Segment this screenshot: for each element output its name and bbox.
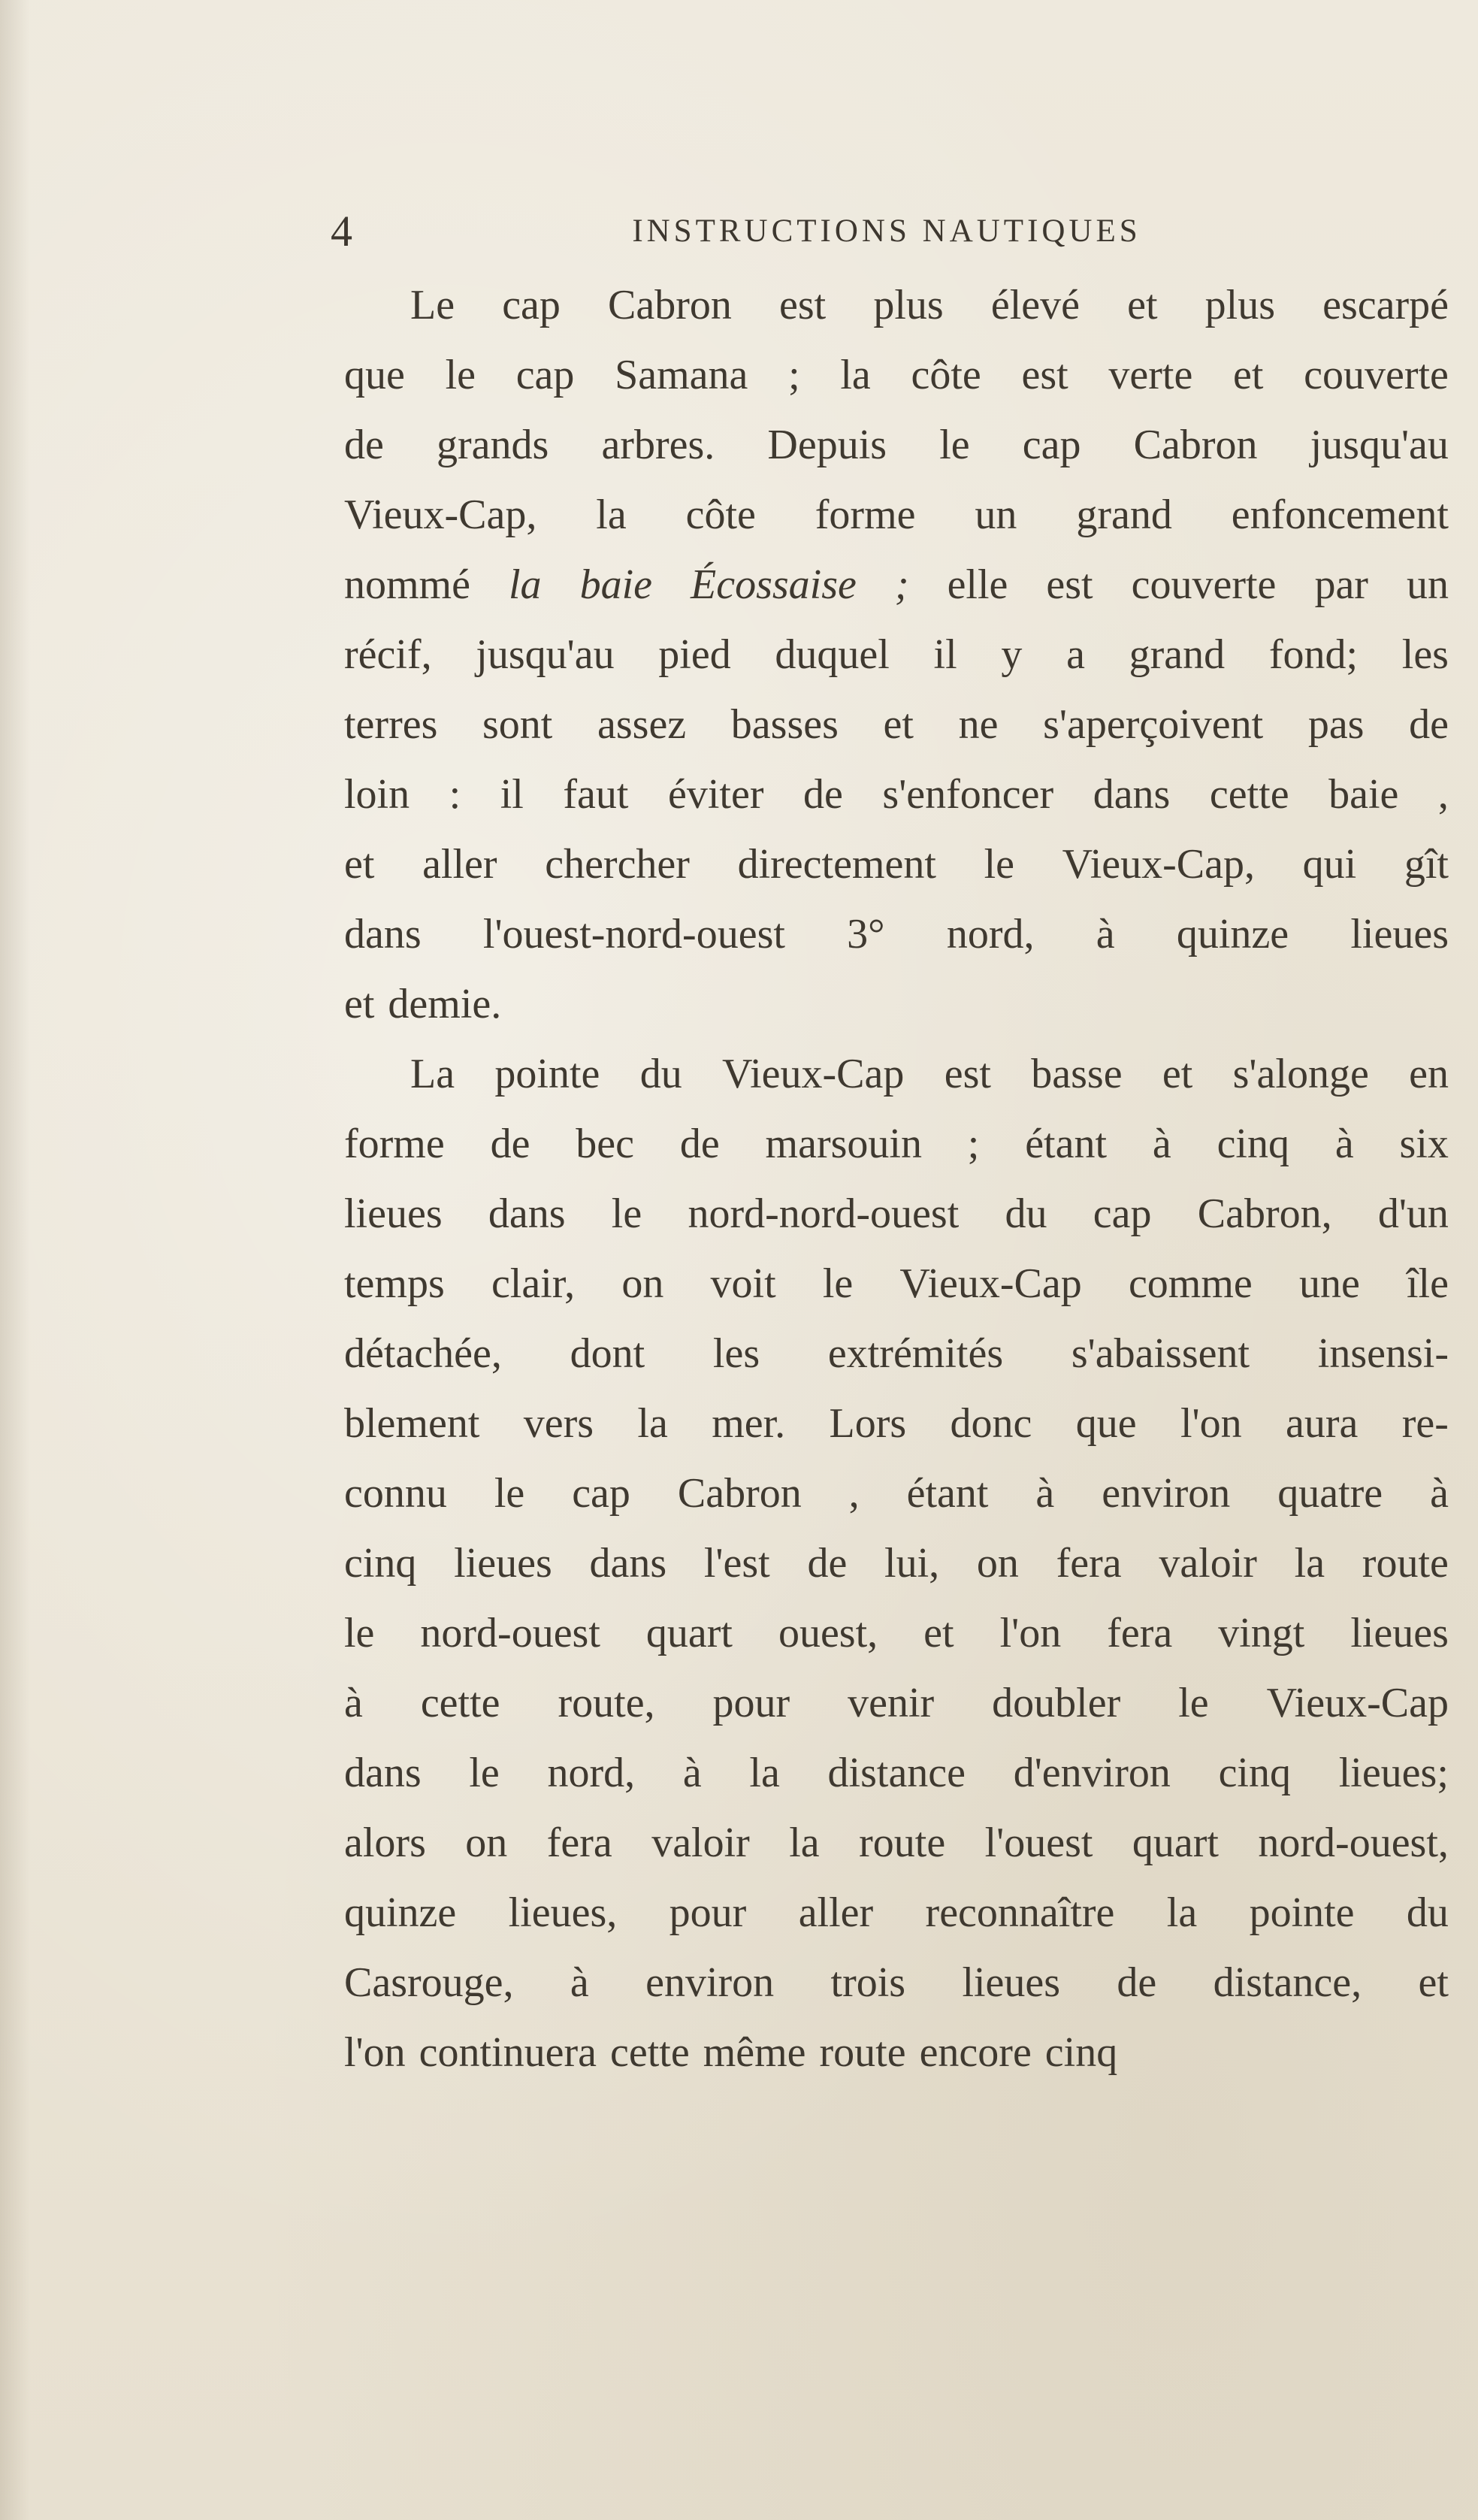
- word: du: [639, 1051, 682, 1097]
- word: environ: [645, 1959, 775, 2006]
- word: une: [1298, 1260, 1360, 1307]
- word: à: [570, 1959, 589, 2006]
- word: faut: [563, 771, 629, 818]
- word: qui: [1302, 841, 1357, 888]
- word: cap: [1093, 1190, 1152, 1237]
- word: l'on: [344, 2029, 406, 2076]
- word: lieues,: [508, 1889, 618, 1936]
- word: la: [637, 1400, 668, 1447]
- word: extrémités: [827, 1330, 1004, 1377]
- word: Le: [410, 282, 455, 328]
- word: Vieux-Cap: [899, 1260, 1082, 1307]
- word: l'on: [999, 1610, 1062, 1656]
- word: dans: [488, 1190, 566, 1237]
- word: insensi-: [1317, 1330, 1449, 1377]
- word: de: [490, 1121, 530, 1167]
- word: enfoncement: [1231, 492, 1449, 538]
- word: à: [1430, 1470, 1449, 1517]
- word: La: [410, 1051, 455, 1097]
- word: dans: [344, 1750, 422, 1796]
- word: nommé: [344, 561, 470, 608]
- word: aller: [798, 1889, 874, 1936]
- word: route: [1362, 1540, 1449, 1587]
- word: lieues: [1350, 911, 1449, 957]
- text-line: [344, 340, 1449, 410]
- word: 3°: [847, 911, 885, 957]
- word: quart: [1132, 1820, 1219, 1866]
- word: ;: [967, 1121, 980, 1167]
- word: distance: [827, 1750, 966, 1796]
- word: le: [445, 352, 476, 398]
- word: nord-ouest: [420, 1610, 600, 1656]
- text-line: [344, 900, 1449, 970]
- word: nord,: [946, 911, 1035, 957]
- word: on: [976, 1540, 1019, 1587]
- text-line: [344, 2018, 1449, 2088]
- text-line: [344, 1599, 1449, 1668]
- word: cinq: [1217, 1121, 1289, 1167]
- word: route: [859, 1820, 946, 1866]
- word: l'ouest: [984, 1820, 1093, 1866]
- word: côte: [911, 352, 981, 398]
- word: à: [1096, 911, 1115, 957]
- text-line: [344, 1249, 1449, 1319]
- word: la: [789, 1820, 820, 1866]
- word: en: [1409, 1051, 1449, 1097]
- word: lieues;: [1338, 1750, 1449, 1796]
- italic-word: baie: [579, 561, 652, 608]
- word: est: [1021, 352, 1068, 398]
- word: lieues: [962, 1959, 1061, 2006]
- word: à: [1035, 1470, 1055, 1517]
- word: Vieux-Cap: [1266, 1680, 1449, 1726]
- word: Vieux-Cap,: [344, 492, 537, 538]
- word: à: [1152, 1121, 1171, 1167]
- word: terres: [344, 701, 438, 748]
- word: cap: [515, 352, 575, 398]
- word: on: [621, 1260, 664, 1307]
- word: environ: [1102, 1470, 1231, 1517]
- word: chercher: [545, 841, 690, 888]
- text-line: [344, 1109, 1449, 1179]
- word: forme: [815, 492, 916, 538]
- word: basses: [730, 701, 839, 748]
- word: forme: [344, 1121, 445, 1167]
- word: pointe: [494, 1051, 600, 1097]
- word: de: [1409, 701, 1449, 748]
- word: et: [1127, 282, 1158, 328]
- word: ;: [788, 352, 800, 398]
- word: temps: [344, 1260, 445, 1307]
- word: baie: [1328, 771, 1399, 818]
- word: directement: [737, 841, 936, 888]
- body-text: [344, 271, 1449, 2088]
- text-line: [344, 1808, 1449, 1878]
- word: six: [1399, 1121, 1449, 1167]
- word: distance,: [1213, 1959, 1362, 2006]
- italic-word: ;: [894, 561, 909, 608]
- word: re-: [1401, 1400, 1449, 1447]
- word: fera: [1107, 1610, 1173, 1656]
- word: sont: [482, 701, 553, 748]
- word: Depuis: [767, 422, 887, 468]
- word: demie.: [388, 981, 502, 1027]
- word: lieues: [1350, 1610, 1449, 1656]
- word: la: [1294, 1540, 1325, 1587]
- word: il: [500, 771, 524, 818]
- word: ne: [958, 701, 999, 748]
- word: que: [1075, 1400, 1137, 1447]
- word: côte: [685, 492, 756, 538]
- word: route,: [558, 1680, 655, 1726]
- word: un: [975, 492, 1017, 538]
- word: récif,: [344, 631, 432, 678]
- word: basse: [1031, 1051, 1123, 1097]
- text-line: [344, 690, 1449, 760]
- word: étant: [1025, 1121, 1108, 1167]
- word: doubler: [992, 1680, 1121, 1726]
- text-line: [344, 1389, 1449, 1459]
- word: venir: [848, 1680, 935, 1726]
- word: et: [1418, 1959, 1449, 2006]
- word: et: [1233, 352, 1264, 398]
- word: de: [1117, 1959, 1157, 2006]
- word: Cabron: [1133, 422, 1258, 468]
- word: plus: [873, 282, 944, 328]
- word: clair,: [491, 1260, 576, 1307]
- word: elle: [947, 561, 1008, 608]
- word: Samana: [615, 352, 748, 398]
- word: grands: [437, 422, 549, 468]
- word: ,: [848, 1470, 860, 1517]
- word: s'abaissent: [1071, 1330, 1250, 1377]
- word: ,: [1437, 771, 1449, 818]
- word: donc: [950, 1400, 1032, 1447]
- text-line: [344, 550, 1449, 620]
- word: le: [344, 1610, 375, 1656]
- word: la: [749, 1750, 780, 1796]
- word: Casrouge,: [344, 1959, 514, 2006]
- word: bec: [576, 1121, 634, 1167]
- word: arbres.: [601, 422, 715, 468]
- word: il: [933, 631, 957, 678]
- text-line: [344, 1529, 1449, 1599]
- word: le: [469, 1750, 500, 1796]
- word: couverte: [1131, 561, 1277, 608]
- word: détachée,: [344, 1330, 502, 1377]
- paragraph: [344, 271, 1449, 1039]
- word: vingt: [1218, 1610, 1305, 1656]
- running-title: INSTRUCTIONS NAUTIQUES: [632, 213, 1141, 249]
- word: de: [679, 1121, 720, 1167]
- word: de: [807, 1540, 848, 1587]
- word: l'est: [703, 1540, 770, 1587]
- word: y: [1001, 631, 1023, 678]
- word: éviter: [668, 771, 764, 818]
- word: lieues: [344, 1190, 443, 1237]
- word: fond;: [1268, 631, 1359, 678]
- word: dans: [1093, 771, 1171, 818]
- word: dans: [344, 911, 422, 957]
- word: encore: [919, 2029, 1032, 2076]
- text-line: [344, 1319, 1449, 1389]
- word: à: [344, 1680, 363, 1726]
- word: d'un: [1377, 1190, 1449, 1237]
- word: grand: [1129, 631, 1226, 678]
- word: la: [596, 492, 627, 538]
- word: dont: [570, 1330, 645, 1377]
- italic-word: la: [509, 561, 542, 608]
- word: pas: [1307, 701, 1365, 748]
- word: aller: [422, 841, 497, 888]
- running-head: [331, 201, 1443, 262]
- word: on: [465, 1820, 508, 1866]
- word: cinq: [344, 1540, 417, 1587]
- word: le: [939, 422, 970, 468]
- word: le: [822, 1260, 854, 1307]
- word: du: [1005, 1190, 1047, 1237]
- word: quinze: [1176, 911, 1289, 957]
- word: s'enfoncer: [882, 771, 1054, 818]
- word: a: [1066, 631, 1085, 678]
- word: un: [1406, 561, 1449, 608]
- paragraph: [344, 1039, 1449, 2088]
- word: la: [840, 352, 871, 398]
- text-line: [344, 620, 1449, 690]
- word: jusqu'au: [476, 631, 615, 678]
- word: Lors: [829, 1400, 907, 1447]
- page-number: 4: [331, 207, 352, 256]
- word: nord,: [547, 1750, 636, 1796]
- word: Cabron: [677, 1470, 802, 1517]
- word: grand: [1076, 492, 1172, 538]
- word: ouest,: [778, 1610, 878, 1656]
- word: Vieux-Cap,: [1062, 841, 1255, 888]
- word: nord-nord-ouest: [688, 1190, 960, 1237]
- word: aura: [1286, 1400, 1359, 1447]
- word: loin: [344, 771, 410, 818]
- word: quart: [645, 1610, 733, 1656]
- text-line: [344, 1179, 1449, 1249]
- word: d'environ: [1013, 1750, 1171, 1796]
- word: :: [449, 771, 461, 818]
- word: pour: [669, 1889, 747, 1936]
- word: le: [1178, 1680, 1209, 1726]
- word: le: [494, 1470, 525, 1517]
- word: et: [883, 701, 914, 748]
- word: vers: [523, 1400, 594, 1447]
- word: alors: [344, 1820, 426, 1866]
- word: trois: [830, 1959, 906, 2006]
- word: quinze: [344, 1889, 457, 1936]
- word: la: [1166, 1889, 1198, 1936]
- word: cette: [1209, 771, 1289, 818]
- word: cap: [572, 1470, 630, 1517]
- word: les: [1401, 631, 1449, 678]
- word: cinq: [1044, 2029, 1118, 2076]
- word: nord-ouest,: [1258, 1820, 1449, 1866]
- text-line: [344, 760, 1449, 830]
- word: de: [344, 422, 384, 468]
- text-line: [344, 1039, 1449, 1109]
- word: fera: [1056, 1540, 1122, 1587]
- word: l'on: [1180, 1400, 1242, 1447]
- word: reconnaître: [925, 1889, 1115, 1936]
- word: de: [803, 771, 843, 818]
- word: continuera: [419, 2029, 597, 2076]
- word: lieues: [454, 1540, 552, 1587]
- word: cap: [1022, 422, 1081, 468]
- word: cap: [502, 282, 561, 328]
- word: et: [1162, 1051, 1193, 1097]
- word: à: [1334, 1121, 1354, 1167]
- word: l'ouest-nord-ouest: [482, 911, 785, 957]
- word: plus: [1204, 282, 1275, 328]
- word: verte: [1108, 352, 1193, 398]
- word: cinq: [1218, 1750, 1291, 1796]
- word: assez: [597, 701, 687, 748]
- word: blement: [344, 1400, 480, 1447]
- word: couverte: [1304, 352, 1449, 398]
- word: escarpé: [1322, 282, 1449, 328]
- word: à: [682, 1750, 702, 1796]
- word: cette: [420, 1680, 500, 1726]
- word: mer.: [712, 1400, 786, 1447]
- word: Vieux-Cap: [722, 1051, 905, 1097]
- word: s'aperçoivent: [1043, 701, 1264, 748]
- word: lui,: [884, 1540, 940, 1587]
- word: et: [344, 981, 375, 1027]
- word: est: [779, 282, 827, 328]
- text-line: [344, 480, 1449, 550]
- text-line: [344, 1878, 1449, 1948]
- word: jusqu'au: [1310, 422, 1449, 468]
- word: route: [819, 2029, 906, 2076]
- text-line: [344, 1948, 1449, 2018]
- word: étant: [906, 1470, 989, 1517]
- word: est: [1046, 561, 1093, 608]
- word: le: [611, 1190, 642, 1237]
- word: et: [923, 1610, 954, 1656]
- word: Cabron: [608, 282, 732, 328]
- word: même: [703, 2029, 806, 2076]
- word: élevé: [990, 282, 1080, 328]
- word: le: [984, 841, 1014, 888]
- word: par: [1314, 561, 1368, 608]
- text-line: [344, 271, 1449, 340]
- word: gît: [1404, 841, 1449, 888]
- word: dans: [589, 1540, 667, 1587]
- text-line: [344, 970, 1449, 1039]
- word: marsouin: [765, 1121, 922, 1167]
- word: fera: [546, 1820, 612, 1866]
- word: valoir: [1159, 1540, 1257, 1587]
- word: du: [1406, 1889, 1449, 1936]
- text-line: [344, 1668, 1449, 1738]
- text-line: [344, 1459, 1449, 1529]
- word: île: [1406, 1260, 1449, 1307]
- word: pour: [712, 1680, 790, 1726]
- word: les: [712, 1330, 760, 1377]
- word: Cabron,: [1197, 1190, 1332, 1237]
- word: que: [344, 352, 405, 398]
- word: cette: [610, 2029, 690, 2076]
- text-line: [344, 410, 1449, 480]
- word: voit: [710, 1260, 776, 1307]
- word: connu: [344, 1470, 447, 1517]
- text-line: [344, 1738, 1449, 1808]
- italic-word: Écossaise: [691, 561, 857, 608]
- word: est: [944, 1051, 991, 1097]
- word: pointe: [1249, 1889, 1355, 1936]
- word: quatre: [1277, 1470, 1383, 1517]
- text-line: [344, 830, 1449, 900]
- word: valoir: [651, 1820, 750, 1866]
- word: pied: [658, 631, 731, 678]
- word: s'alonge: [1232, 1051, 1369, 1097]
- word: et: [344, 841, 375, 888]
- word: comme: [1128, 1260, 1253, 1307]
- word: duquel: [775, 631, 890, 678]
